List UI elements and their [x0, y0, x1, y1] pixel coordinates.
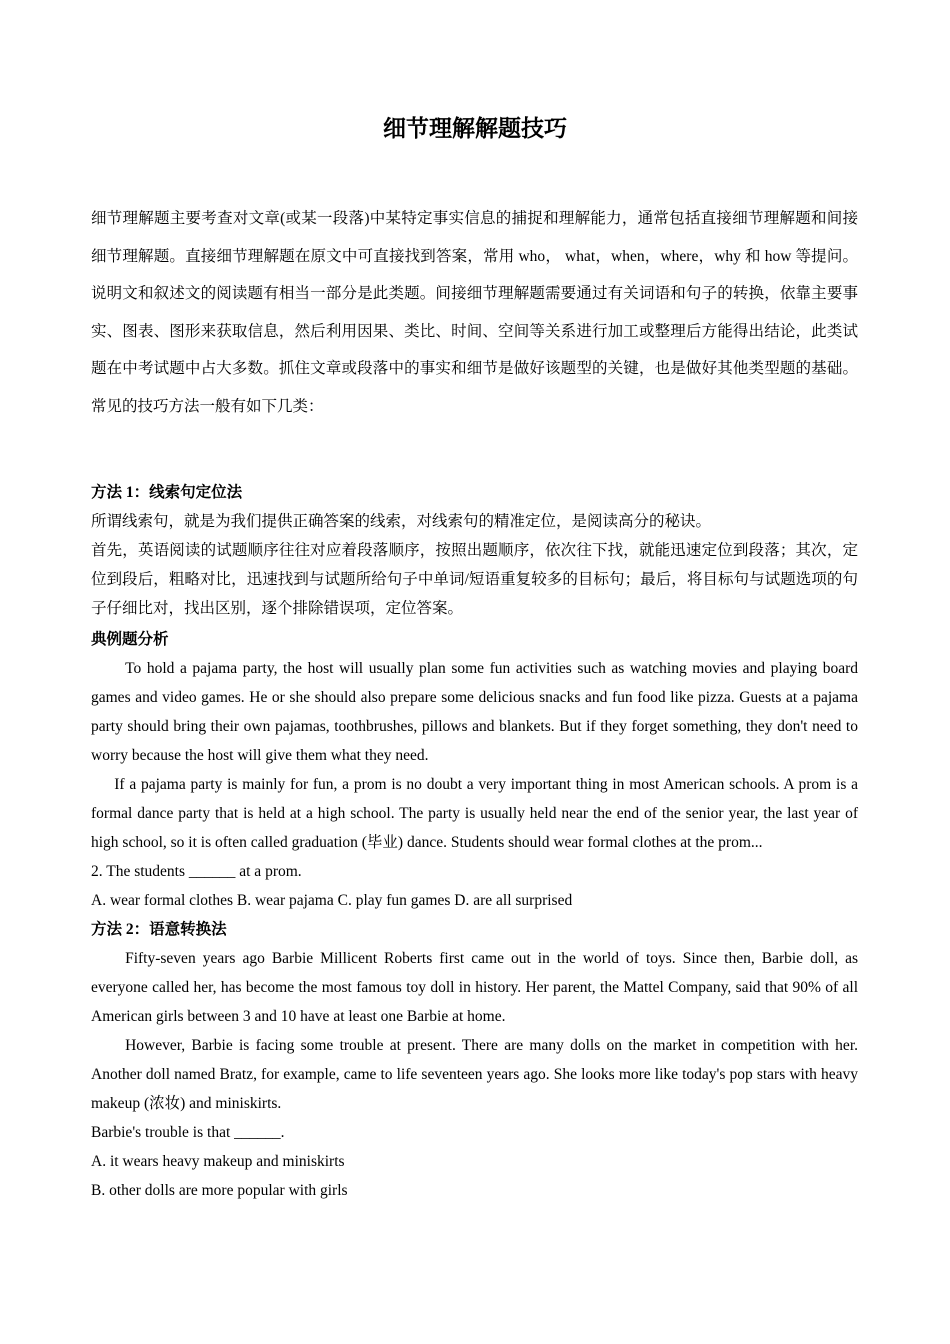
question-2-option-b: B. other dolls are more popular with girls — [91, 1181, 348, 1199]
passage1-paragraph1: To hold a pajama party, the host will usually plan some fun activities such as watching movies and playing board games and video games. He or she should also prepare some delicious snacks and fun food like pizza. Guests at a pajama party should bring their own pajamas, toothbrushes, pillows and blankets. But if they forget something, they don't need to worry because the host will give them what they need. — [91, 659, 858, 764]
example-heading: 典例题分析 — [91, 630, 169, 648]
question-2: Barbie's trouble is that ______. — [91, 1123, 285, 1141]
question-1-options: A. wear formal clothes B. wear pajama C. play fun games D. are all surprised — [91, 891, 573, 909]
method2-heading: 方法 2：语意转换法 — [91, 920, 227, 938]
method1-definition: 所谓线索句，就是为我们提供正确答案的线索，对线索句的精准定位，是阅读高分的秘诀。 — [91, 512, 712, 530]
intro-paragraph: 细节理解题主要考查对文章(或某一段落)中某特定事实信息的捕捉和理解能力，通常包括直接细节理解题和间接细节理解题。直接细节理解题在原文中可直接找到答案，常用 who， what，when，where，why 和 how 等提问。说明文和叙述文的阅读题有相当一部分是此类题。间接细节理解题需要通过有关词语和句子的转换，依靠主要事实、图表、图形来获取信息，然后利用因果、类比、时间、空间等关系进行加工或整理后方能得出结论，此类试题在中考试题中占大多数。抓住文章或段落中的事实和细节是做好该题型的关键，也是做好其他类型题的基础。常见的技巧方法一般有如下几类： — [91, 210, 858, 415]
question-2-option-a: A. it wears heavy makeup and miniskirts — [91, 1152, 345, 1170]
method1-heading: 方法 1：线索句定位法 — [91, 483, 243, 501]
document-body — [91, 200, 858, 1205]
passage2-paragraph1: Fifty-seven years ago Barbie Millicent Roberts first came out in the world of toys. Since then, Barbie doll, as everyone called her, has become the most famous toy doll in history. Her parent, the Mattel Company, said that 90% of all American girls between 3 and 10 have at least one Barbie at home. — [91, 949, 858, 1025]
page-title: 细节理解解题技巧 — [383, 116, 567, 141]
passage1-paragraph2: If a pajama party is mainly for fun, a prom is no doubt a very important thing in most American schools. A prom is a formal dance party that is held at a high school. The party is usually held near the end of the senior year, the last year of high school, so it is often called graduation (毕业) dance. Students should wear formal clothes at the prom... — [91, 775, 858, 851]
passage2-paragraph2: However, Barbie is facing some trouble at present. There are many dolls on the market in competition with her. Another doll named Bratz, for example, came to life seventeen years ago. She looks more like today's pop stars with heavy makeup (浓妆) and miniskirts. — [91, 1036, 858, 1112]
method1-steps: 首先，英语阅读的试题顺序往往对应着段落顺序，按照出题顺序，依次往下找，就能迅速定位到段落；其次，定位到段后，粗略对比，迅速找到与试题所给句子中单词/短语重复较多的目标句；最后，将目标句与试题选项的句子仔细比对，找出区别，逐个排除错误项，定位答案。 — [91, 541, 858, 617]
question-1: 2. The students ______ at a prom. — [91, 862, 302, 880]
